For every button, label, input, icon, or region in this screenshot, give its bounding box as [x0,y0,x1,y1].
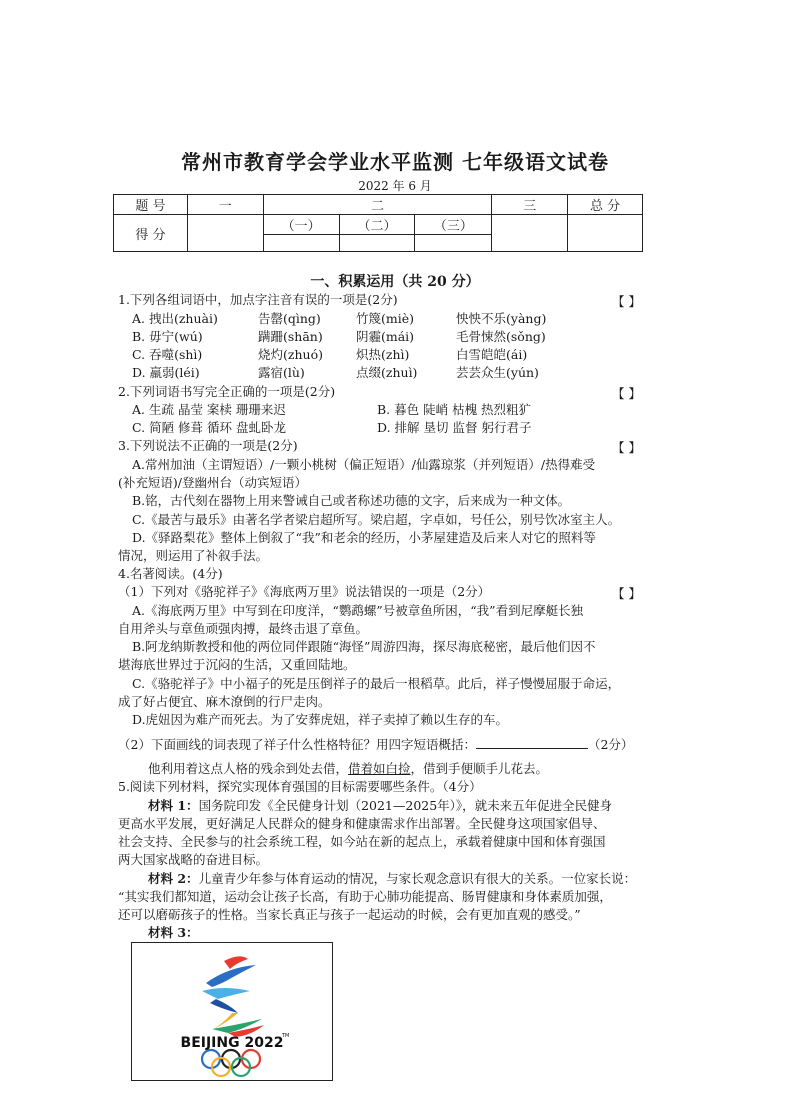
q3-stem: 3.下列说法不正确的一项是(2分) [118,438,298,453]
score-cell-part3 [492,215,568,252]
q2-stem: 2.下列词语书写完全正确的一项是(2分) [118,384,336,399]
q4-line: D.虎妞因为难产而死去。为了安葬虎妞，祥子卖掉了赖以生存的车。 [132,712,509,727]
q4-line: A.《海底两万里》中写到在印度洋，“鹦鹉螺”号被章鱼所困，“我”看到尼摩艇长独 [132,603,584,618]
q1-answer-bracket: 【 】 [612,294,641,309]
score-sub1-value [263,235,339,252]
score-sub2-value [339,235,415,252]
score-sub3-value [415,235,492,252]
q1-stem: 1.下列各组词语中，加点字注音有误的一项是(2分) [118,292,398,307]
score-row-label: 得 分 [114,215,188,252]
q4-answer-bracket: 【 】 [612,586,641,601]
q4-stem: 4.名著阅读。(4分) [118,566,223,581]
q4-quote: 他利用着这点人格的残余到处去借，借着如白捡，借到手便顺手儿花去。 [148,761,549,776]
q5-stem: 5.阅读下列材料，探究实现体育强国的目标需要哪些条件。（4分） [118,779,482,794]
olympic-emblem-icon [132,943,332,1080]
score-sub2: （二） [339,215,415,235]
q3-line: A.常州加油（主谓短语）/一颗小桃树（偏正短语）/仙露琼浆（并列短语）/热得难受 [132,457,596,472]
score-sub1: （一） [263,215,339,235]
exam-date: 2022 年 6 月 [358,179,432,193]
q2-answer-bracket: 【 】 [612,386,641,401]
q4-line: 成了好占便宜、麻木潦倒的行尸走肉。 [118,694,331,709]
q5-material1-line: 更高水平发展，更好满足人民群众的健身和健康需求作出部署。全民健身这项国家倡导、 [118,816,606,831]
q3-line: C.《最苦与最乐》由著名学者梁启超所写。梁启超，字卓如，号任公，别号饮冰室主人。 [132,512,621,527]
q2-options-ab: A. 生疏 晶莹 案椟 珊珊来迟 B. 暮色 陡峭 枯槐 热烈粗犷 [132,402,532,417]
q4-sub1-stem: （1）下列对《骆驼祥子》《海底两万里》说法错误的一项是（2分） [118,584,491,599]
score-sub3: （三） [415,215,492,235]
score-header-total: 总 分 [568,195,643,215]
q5-material1-line: 社会支持、全民参与的社会系统工程，如今站在新的起点上，承载着健康中国和体育强国 [118,834,606,849]
q3-line: D.《驿路梨花》整体上倒叙了“我”和老余的经历，小茅屋建造及后来人对它的照料等 [132,530,596,545]
q4-sub2-stem: （2）下面画线的词表现了祥子什么性格特征？用四字短语概括： （2分） [118,737,634,752]
logo-text: BEIJING 2022 [180,1035,284,1051]
q1-option-c: C. 吞噬(shì) 烧灼(zhuó) 炽热(zhì) 白雪皑皑(ái) [132,347,528,362]
q1-option-d: D. 羸弱(léi) 露宿(lù) 点缀(zhuì) 芸芸众生(yún) [132,365,539,380]
q4-line: C.《骆驼祥子》中小福子的死是压倒祥子的最后一根稻草。此后，祥子慢慢屈服于命运， [132,676,621,691]
section-heading: 一、积累运用（共 20 分） [310,274,480,290]
q1-option-b: B. 毋宁(wú) 蹒跚(shān) 阴霾(mái) 毛骨悚然(sǒng) [132,329,546,344]
q4-line: 自用斧头与章鱼顽强肉搏，最终击退了章鱼。 [118,621,369,636]
svg-text:TM: TM [282,1033,290,1039]
score-header-part3: 三 [492,195,568,215]
score-table [113,194,643,252]
q2-options-cd: C. 简陋 修葺 循环 盘虬卧龙 D. 排解 垦切 监督 躬行君子 [132,420,532,435]
score-header-part1: 一 [187,195,263,215]
q5-material2-line: 还可以磨砺孩子的性格。当家长真正与孩子一起运动的时候，会有更加直观的感受。” [118,907,581,922]
q3-line: (补充短语)/登幽州台（动宾短语） [118,475,307,490]
score-header-part2: 二 [263,195,492,215]
q5-material3-label: 材料 3： [148,925,199,940]
q3-answer-bracket: 【 】 [612,440,641,455]
beijing-2022-logo [131,942,333,1081]
q4-line: 堪海底世界过于沉闷的生活，又重回陆地。 [118,657,356,672]
q3-line: 情况，则运用了补叙手法。 [118,548,269,563]
score-cell-part1 [187,215,263,252]
answer-blank[interactable] [476,736,588,749]
q5-material1-line: 两大国家战略的奋进目标。 [118,852,269,867]
q5-material2-first: 材料 2：儿童青少年参与体育运动的情况，与家长观念意识有很大的关系。一位家长说： [148,871,637,886]
score-cell-total [568,215,643,252]
q4-line: B.阿龙纳斯教授和他的两位同伴跟随“海怪”周游四海，探尽海底秘密，最后他们因不 [132,639,596,654]
score-header-label: 题 号 [114,195,188,215]
underlined-phrase: 借着如白捡 [348,761,411,776]
exam-title: 常州市教育学会学业水平监测 七年级语文试卷 [181,150,609,174]
q3-line: B.铭，古代刻在器物上用来警诫自己或者称述功德的文字，后来成为一种文体。 [132,493,571,508]
q5-material2-line: “其实我们都知道，运动会让孩子长高，有助于心肺功能提高、肠胃健康和身体素质加强， [118,889,612,904]
q5-material1-first: 材料 1：国务院印发《全民健身计划（2021—2025年）》，就未来五年促进全民健身 [148,798,613,813]
q1-option-a: A. 拽出(zhuài) 告罄(qìng) 竹篾(miè) 怏怏不乐(yàng) [132,311,547,326]
